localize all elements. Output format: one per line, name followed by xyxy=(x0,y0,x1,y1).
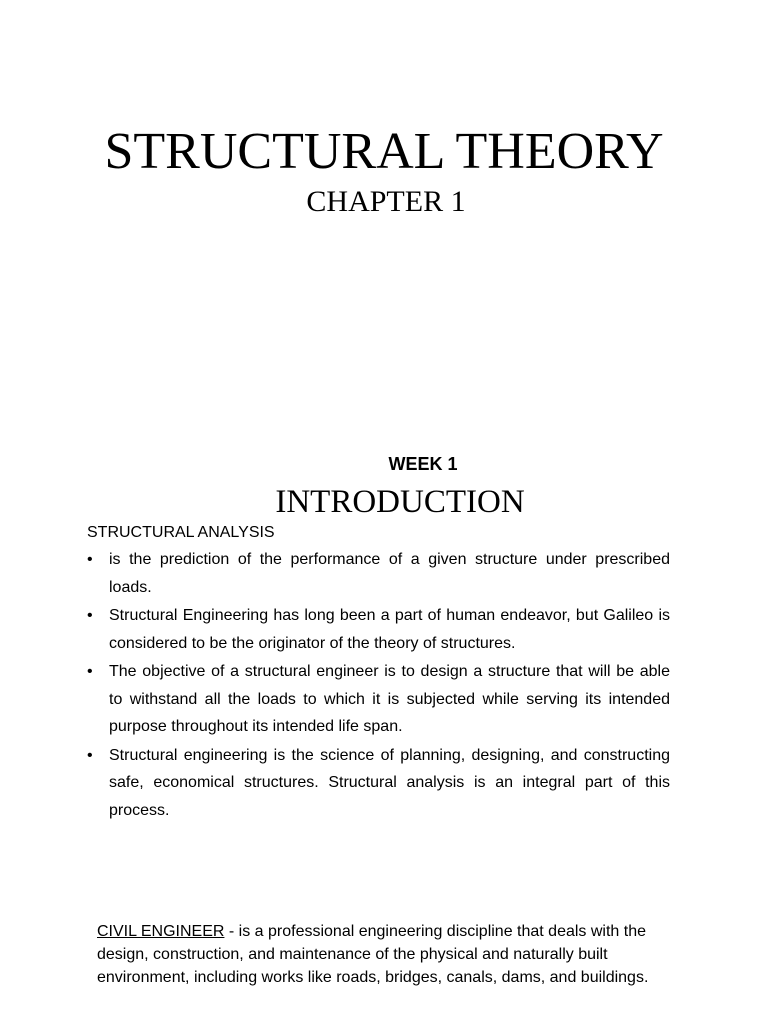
section-heading: INTRODUCTION xyxy=(275,484,525,520)
bullet-text: Structural engineering is the science of planning, designing, and constructing safe, economical structures. Structural analysis is an integral part of this process. xyxy=(109,746,670,819)
document-title: STRUCTURAL THEORY xyxy=(104,123,664,180)
chapter-label: CHAPTER 1 xyxy=(306,185,466,218)
structural-analysis-label: STRUCTURAL ANALYSIS xyxy=(87,524,275,541)
civil-engineer-definition xyxy=(97,920,657,990)
bullet-item xyxy=(87,742,670,825)
bullet-icon: • xyxy=(87,746,93,764)
bullet-item xyxy=(87,658,670,741)
civil-engineer-term: CIVIL ENGINEER xyxy=(97,923,225,940)
definition-bullet-list xyxy=(87,546,670,825)
bullet-icon: • xyxy=(87,607,93,624)
bullet-icon: • xyxy=(87,663,93,680)
bullet-item xyxy=(87,602,670,657)
civil-engineer-text: - is a professional engineering discipline that deals with the design, construction, and maintenance of the physical and naturally built environment, including works like roads, bridges, canals, dams, and buildings. xyxy=(97,923,649,987)
bullet-text: Structural Engineering has long been a part of human endeavor, but Galileo is considered to be the originator of the theory of structures. xyxy=(109,607,670,652)
bullet-icon: • xyxy=(87,551,93,568)
bullet-text: is the prediction of the performance of a given structure under prescribed loads. xyxy=(109,551,670,596)
week-label: WEEK 1 xyxy=(388,454,458,474)
bullet-item xyxy=(87,546,670,601)
bullet-text: The objective of a structural engineer is to design a structure that will be able to withstand all the loads to which it is subjected while serving its intended purpose throughout its intended life span. xyxy=(109,663,670,735)
